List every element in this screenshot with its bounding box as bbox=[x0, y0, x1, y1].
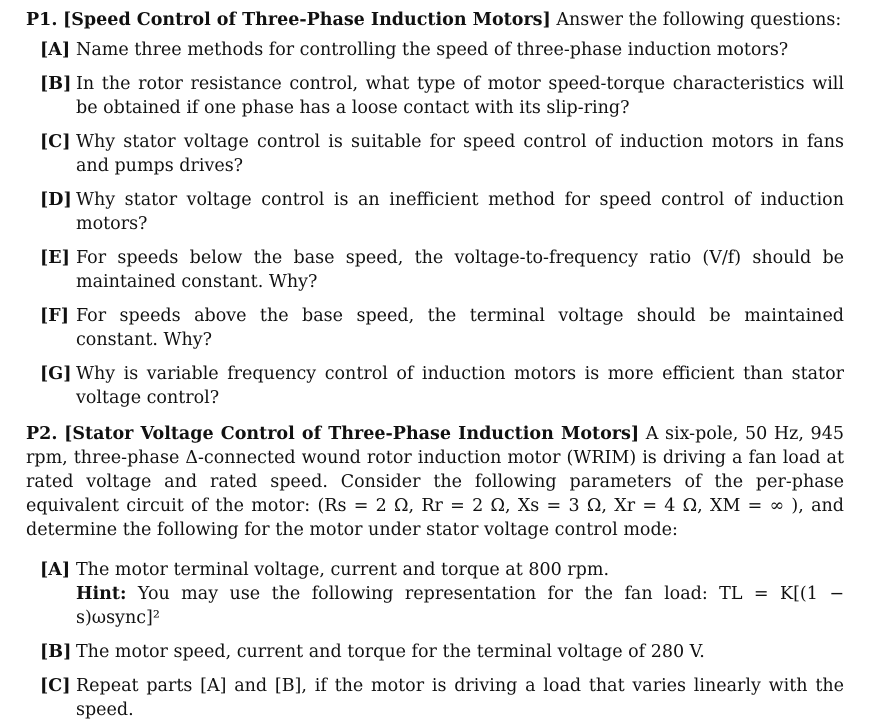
question-text: Name three methods for controlling the speed of three-phase induction motors? bbox=[76, 40, 789, 60]
question-label: [D] bbox=[40, 190, 72, 210]
question-text: The motor speed, current and torque for the terminal voltage of 280 V. bbox=[76, 642, 705, 662]
p1-question-a bbox=[40, 38, 844, 62]
question-text: Repeat parts [A] and [B], if the motor is driving a load that varies linearly with the speed. bbox=[76, 676, 844, 720]
p1-question-d bbox=[40, 188, 844, 236]
problem-1-heading bbox=[26, 8, 844, 32]
p2-question-a bbox=[40, 558, 844, 630]
problem-1-questions bbox=[26, 38, 844, 410]
problem-1-number: P1. bbox=[26, 10, 58, 30]
p1-question-g bbox=[40, 362, 844, 410]
question-label: [C] bbox=[40, 676, 71, 696]
hint-text: You may use the following representation for the fan load: TL = K[(1 − s)ωsync]² bbox=[76, 584, 844, 628]
question-label: [C] bbox=[40, 132, 71, 152]
p2-question-c bbox=[40, 674, 844, 722]
question-text: For speeds above the base speed, the terminal voltage should be maintained constant. Why? bbox=[76, 306, 844, 350]
question-label: [A] bbox=[40, 560, 71, 580]
question-label: [B] bbox=[40, 74, 72, 94]
problem-1-title: [Speed Control of Three-Phase Induction Motors] bbox=[63, 10, 551, 30]
problem-1-intro: Answer the following questions: bbox=[556, 10, 842, 30]
problem-2-number: P2. bbox=[26, 424, 58, 444]
question-text: For speeds below the base speed, the voltage-to-frequency ratio (V/f) should be maintained constant. Why? bbox=[76, 248, 844, 292]
p1-question-c bbox=[40, 130, 844, 178]
question-label: [G] bbox=[40, 364, 72, 384]
p1-question-b bbox=[40, 72, 844, 120]
p1-question-e bbox=[40, 246, 844, 294]
problem-2-questions bbox=[26, 558, 844, 722]
question-text: Why is variable frequency control of induction motors is more efficient than stator voltage control? bbox=[76, 364, 844, 408]
hint-line bbox=[76, 582, 844, 630]
problem-2-intro: A six-pole, 50 Hz, 945 rpm, three-phase Δ-connected wound rotor induction motor (WRIM) is driving a fan load at rated voltage and rated speed. Consider the following parameters of the per-phase equivalent circuit of the motor: (Rs = 2 Ω, Rr = 2 Ω, Xs = 3 Ω, Xr = 4 Ω, XM = ∞ ), and determine the following for the motor under stator voltage control mode: bbox=[26, 424, 844, 540]
question-label: [E] bbox=[40, 248, 70, 268]
question-label: [F] bbox=[40, 306, 69, 326]
problem-2-title: [Stator Voltage Control of Three-Phase Induction Motors] bbox=[64, 424, 640, 444]
p2-question-b bbox=[40, 640, 844, 664]
question-text: Why stator voltage control is an inefficient method for speed control of induction motors? bbox=[76, 190, 844, 234]
question-text: In the rotor resistance control, what type of motor speed-torque characteristics will be obtained if one phase has a loose contact with its slip-ring? bbox=[76, 74, 844, 118]
question-text: The motor terminal voltage, current and torque at 800 rpm. bbox=[76, 560, 610, 580]
hint-label: Hint: bbox=[76, 584, 127, 604]
question-text-with-hint bbox=[76, 558, 844, 630]
problem-2-heading bbox=[26, 422, 844, 542]
p1-question-f bbox=[40, 304, 844, 352]
question-label: [A] bbox=[40, 40, 71, 60]
question-label: [B] bbox=[40, 642, 72, 662]
question-text: Why stator voltage control is suitable for speed control of induction motors in fans and pumps drives? bbox=[76, 132, 844, 176]
